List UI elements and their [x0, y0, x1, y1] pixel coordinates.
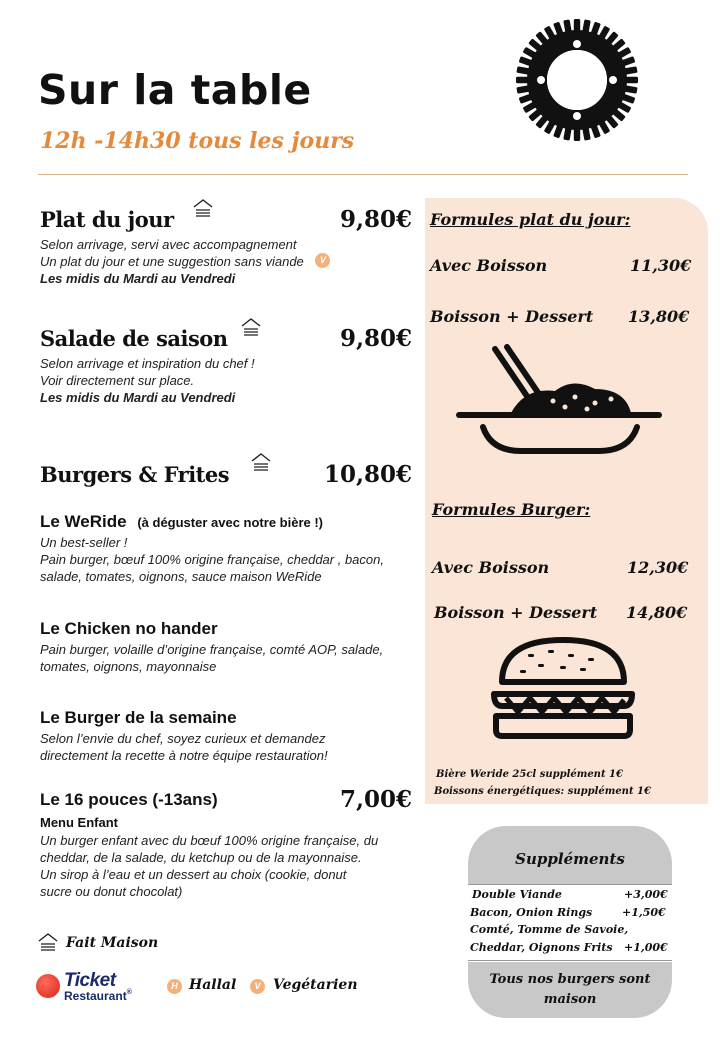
supplement-comte-label: Comté, Tomme de Savoie, [470, 923, 629, 936]
ticket-restaurant-logo: Ticket Restaurant® [36, 970, 160, 1004]
supplements-divider [468, 960, 672, 961]
kids-menu-description: Un burger enfant avec du bœuf 100% origine française, du cheddar, de la salade, du ketchup ou de la mayonnaise. Un sirop à l’eau et un dessert au choix (cookie, donut sucre ou donut chocolat) [40, 833, 379, 899]
energetiques-note: Boissons énergétiques: supplément 1€ [434, 786, 651, 797]
formule-burger-boisson-price: 12,30€ [627, 558, 689, 577]
burgers-price: 10,80€ [324, 461, 413, 488]
plat-du-jour-title: Plat du jour [40, 207, 174, 232]
ticket-restaurant-dot-icon [36, 974, 60, 998]
header-divider [38, 174, 688, 175]
fait-maison-icon [192, 198, 214, 218]
fait-maison-label: Fait Maison [66, 935, 159, 951]
supplement-double-viande-price: +3,00€ [624, 888, 668, 901]
hallal-badge-icon: H [167, 979, 182, 994]
formule-plat-dessert-label: Boisson + Dessert [430, 307, 594, 326]
kids-menu-name: Le 16 pouces (-13ans) [40, 790, 218, 809]
supplement-cheddar-label: Cheddar, Oignons Frits [470, 941, 613, 954]
formule-plat-boisson-label: Avec Boisson [430, 256, 548, 275]
supplements-footer-text: Tous nos burgers sont maison [489, 972, 651, 1007]
hallal-label: Hallal [189, 977, 237, 993]
salade-description: Selon arrivage et inspiration du chef ! Voir directement sur place. Les midis du Mardi au Vendredi [40, 356, 255, 405]
kids-menu-price: 7,00€ [340, 786, 413, 813]
formule-burger-dessert-label: Boisson + Dessert [434, 603, 598, 622]
burger-semaine-name: Le Burger de la semaine [40, 708, 237, 727]
formule-burger-boisson-label: Avec Boisson [432, 558, 550, 577]
kids-menu-subtitle: Menu Enfant [40, 815, 118, 830]
supplement-bacon-label: Bacon, Onion Rings [470, 906, 593, 919]
supplements-divider [468, 884, 672, 885]
burgers-title: Burgers & Frites [40, 462, 230, 487]
page-title: Sur la table [38, 66, 312, 114]
burger-chicken-description: Pain burger, volaille d’origine française, comté AOP, salade, tomates, oignons, mayonnaise [40, 642, 384, 674]
plate-dish-icon [455, 343, 665, 458]
supplement-bacon-price: +1,50€ [622, 906, 666, 919]
supplements-heading: Suppléments [515, 850, 625, 868]
burger-weride-description: Un best-seller ! Pain burger, bœuf 100% origine française, cheddar , bacon, salade, tomates, oignons, sauce maison WeRide [40, 535, 384, 584]
supplement-double-viande-label: Double Viande [472, 888, 562, 901]
fait-maison-icon [240, 317, 262, 337]
burger-icon [488, 636, 638, 742]
fait-maison-icon [250, 452, 272, 472]
formule-burger-dessert-price: 14,80€ [626, 603, 688, 622]
formule-plat-dessert-price: 13,80€ [628, 307, 690, 326]
vegetarian-legend-badge-icon: V [250, 979, 265, 994]
plat-du-jour-description: Selon arrivage, servi avec accompagnement Un plat du jour et une suggestion sans viande V Les midis du Mardi au Vendredi [40, 236, 330, 287]
supplement-cheddar-price: +1,00€ [624, 941, 668, 954]
salade-title: Salade de saison [40, 326, 228, 351]
biere-note: Bière Weride 25cl supplément 1€ [436, 769, 623, 780]
burger-chicken-name: Le Chicken no hander [40, 619, 218, 638]
vegetarian-badge-icon: V [315, 253, 330, 268]
burger-semaine-description: Selon l’envie du chef, soyez curieux et demandez directement la recette à notre équipe restauration! [40, 731, 328, 763]
salade-price: 9,80€ [340, 325, 413, 352]
plat-du-jour-price: 9,80€ [340, 206, 413, 233]
formule-plat-boisson-price: 11,30€ [630, 256, 692, 275]
chainring-logo-icon [515, 18, 639, 142]
fait-maison-legend-icon [37, 932, 59, 952]
formules-plat-heading: Formules plat du jour: [430, 210, 631, 229]
burger-weride-name: Le WeRide (à déguster avec notre bière !) [40, 512, 323, 531]
opening-hours: 12h -14h30 tous les jours [40, 128, 355, 154]
vegetarien-label: Vegétarien [273, 977, 358, 993]
formules-burger-heading: Formules Burger: [432, 500, 591, 519]
